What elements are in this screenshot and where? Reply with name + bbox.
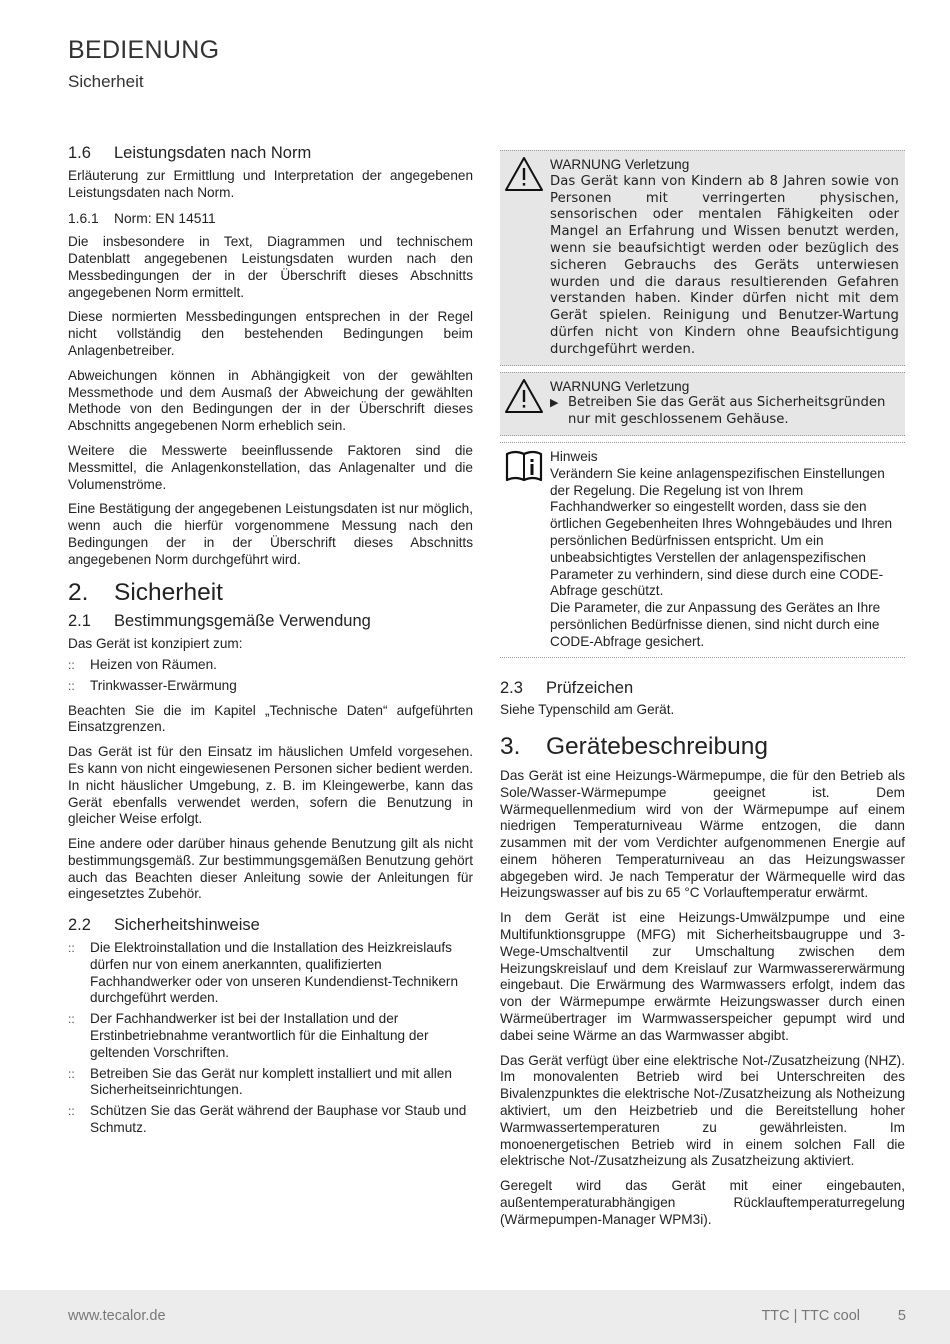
safety-list <box>68 940 473 1137</box>
usage-list <box>68 657 473 695</box>
warning-triangle-icon <box>504 378 544 414</box>
page-number: 5 <box>897 1308 906 1324</box>
paragraph: Geregelt wird das Gerät mit einer eingebauten, außentemperaturabhängigen Rücklauftemperaturregelung (Wärmepumpen-Manager WPM3i). <box>500 1178 905 1227</box>
section-2-1-intro: Das Gerät ist konzipiert zum: <box>68 636 243 652</box>
paragraph: Das Gerät ist für den Einsatz im häuslichen Umfeld vorgesehen. Es kann von nicht eingewiesenen Personen sicher bedient werden. In nicht häuslicher Umgebung, z. B. im Kleingewerbe, kann das Gerät ebenfalls verwendet werden, sofern die Benutzung in gleicher Weise erfolgt. <box>68 744 473 827</box>
section-1-6-1-heading: 1.6.1 Norm: EN 14511 <box>68 211 216 227</box>
page-header-title: BEDIENUNG <box>68 36 220 64</box>
section-2-1-heading: 2.1 Bestimmungsgemäße Verwendung <box>68 612 371 631</box>
right-column <box>500 150 905 1237</box>
warning-instruction: ▶ Betreiben Sie das Gerät aus Sicherheitsgründen nur mit geschlossenem Gehäuse. <box>550 395 886 428</box>
chapter-3-heading: 3. Gerätebeschreibung <box>500 733 769 761</box>
footer-model: TTC | TTC cool <box>761 1308 860 1324</box>
chapter-2-heading: 2. Sicherheit <box>68 578 223 606</box>
page-footer <box>0 1290 950 1344</box>
paragraph: Abweichungen können in Abhängigkeit von der gewählten Messmethode und dem Ausmaß der Abweichung der gewählten Methode von den Bedingungen der in der Überschrift dieses Abschnitts angegebenen Norm erheblich sein. <box>68 367 473 434</box>
paragraph: Beachten Sie die im Kapitel „Technische Daten“ aufgeführten Einsatzgrenzen. <box>68 702 473 735</box>
section-2-2-heading: 2.2 Sicherheitshinweise <box>68 916 260 935</box>
page-header-subtitle: Sicherheit <box>68 72 144 91</box>
hint-box <box>500 442 905 658</box>
warning-box-children <box>500 150 905 366</box>
list-item: :: Der Fachhandwerker ist bei der Installation und der Erstinbetriebnahme verantwortlich für die Einhaltung der geltenden Vorschriften. <box>68 1011 429 1060</box>
paragraph: Eine andere oder darüber hinaus gehende Benutzung gilt als nicht bestimmungsgemäß. Zur bestimmungsgemäßen Benutzung gehört auch das Beachten dieser Anleitung sowie der Anleitungen für eingesetztes Zubehör. <box>68 836 473 902</box>
warning-label: WARNUNG Verletzung <box>550 157 690 172</box>
list-item: :: Trinkwasser-Erwärmung <box>68 677 237 693</box>
list-item: :: Die Elektroinstallation und die Installation des Heizkreislaufs dürfen nur von einem anerkannten, qualifizierten Fachhandwerker oder von unseren Kundendienst-Technikern durchgeführt werden. <box>68 940 459 1006</box>
list-item: :: Heizen von Räumen. <box>68 656 217 672</box>
paragraph: Eine Bestätigung der angegebenen Leistungsdaten ist nur möglich, wenn auch die hierfür vorgenommene Messung nach den Bedingungen der in der Überschrift dieses Abschnitts angegebenen Norm durchgeführt wird. <box>68 501 473 567</box>
paragraph: Siehe Typenschild am Gerät. <box>500 702 675 718</box>
paragraph: Die insbesondere in Text, Diagrammen und technischem Datenblatt angegebenen Leistungsdaten wurden nach den Messbedingungen der in der Überschrift dieses Abschnitts angegebenen Norm ermittelt. <box>68 234 473 300</box>
warning-label: WARNUNG Verletzung <box>550 378 690 394</box>
list-item: :: Schützen Sie das Gerät während der Bauphase vor Staub und Schmutz. <box>68 1103 467 1136</box>
list-item: :: Betreiben Sie das Gerät nur komplett installiert und mit allen Sicherheitseinrichtungen. <box>68 1065 452 1098</box>
paragraph: Weitere die Messwerte beeinflussende Faktoren sind die Messmittel, die Anlagenkonstellation, das Anlagenalter und die Volumenströme. <box>68 442 473 492</box>
footer-url: www.tecalor.de <box>68 1308 166 1324</box>
warning-triangle-icon <box>504 156 544 192</box>
hint-text: Verändern Sie keine anlagenspezifischen Einstellungen der Regelung. Die Regelung ist von Ihrem Fachhandwerker so eingestellt worden, dass sie den örtlichen Gegebenheiten Ihres Wohngebäudes und Ihren persönlichen Bedürfnissen entspricht. Um ein unbeabsichtigtes Verstellen der anlagenspezifischen Parameter zu verhindern, sind diese durch eine CODE-Abfrage geschützt. <box>550 465 893 599</box>
paragraph: Das Gerät verfügt über eine elektrische Not-/Zusatzheizung (NHZ). Im monovalenten Betrieb wird bei Unterschreiten des Bivalenzpunktes die elektrische Not-/Zusatzheizung als Notheizung aktiviert, um den Heizbetrieb und die Bereitstellung hoher Warmwassertemperaturen zu gewährleisten. Im monoenergetischen Betrieb wird in einem solchen Fall die elektrische Not-/Zusatzheizung als Zusatzheizung aktiviert. <box>500 1052 906 1169</box>
section-2-3-heading: 2.3 Prüfzeichen <box>500 678 634 697</box>
section-1-6-heading: 1.6 Leistungsdaten nach Norm <box>68 144 312 162</box>
arrow-right-icon: ▶ <box>550 396 559 410</box>
warning-text: Das Gerät kann von Kindern ab 8 Jahren sowie von Personen mit verringerten physischen, sensorischen oder mentalen Fähigkeiten oder Mangel an Erfahrung und Wissen benutzt werden, wenn sie beaufsichtigt werden oder bezüglich des sicheren Gebrauchs des Geräts unterwiesen wurden und die daraus resultierenden Gefahren verstanden haben. Kinder dürfen nicht mit dem Gerät spielen. Reinigung und Benutzer-Wartung dürfen nicht von Kindern ohne Beaufsichtigung durchgeführt werden. <box>550 173 899 357</box>
section-1-6-intro: Erläuterung zur Ermittlung und Interpretation der angegebenen Leistungsdaten nach Norm. <box>68 167 473 200</box>
warning-box-housing <box>500 372 905 436</box>
paragraph: Diese normierten Messbedingungen entsprechen in der Regel nicht vollständig den bestehenden Bedingungen beim Anlagenbetreiber. <box>68 309 473 358</box>
hint-label: Hinweis <box>550 448 598 464</box>
info-book-icon <box>504 448 544 484</box>
paragraph: Das Gerät ist eine Heizungs-Wärmepumpe, die für den Betrieb als Sole/Wasser-Wärmepumpe geeignet ist. Dem Wärmequellenmedium wird von der Wärmepumpe auf einem niedrigen Temperaturniveau Wärme entzogen, die dann zusammen mit der vom Verdichter aufgenommenen Energie auf einem höheren Temperaturniveau an das Heizungswasser abgegeben wird. Je nach Temperatur der Wärmequelle wird das Heizungswasser auf bis zu 65 °C Vorlauftemperatur erwärmt. <box>500 767 905 901</box>
paragraph: In dem Gerät ist eine Heizungs-Umwälzpumpe und eine Multifunktionsgruppe (MFG) mit Sicherheitsbaugruppe und 3-Wege-Umschaltventil zur Umschaltung zwischen dem Heizungskreislauf und dem Kreislauf zur Warmwassererwärmung eingebaut. Die Erwärmung des Warmwassers erfolgt, indem das von der Wärmepumpe erwärmte Heizungswasser durch einen Wärmeübertrager im Warmwasserspeicher gepumpt wird und dabei seine Wärme an das Warmwasser abgibt. <box>500 910 905 1043</box>
hint-text: Die Parameter, die zur Anpassung des Gerätes an Ihre persönlichen Bedürfnisse dienen, sind nicht durch eine CODE-Abfrage gesichert. <box>550 600 881 649</box>
left-column <box>68 145 473 1145</box>
